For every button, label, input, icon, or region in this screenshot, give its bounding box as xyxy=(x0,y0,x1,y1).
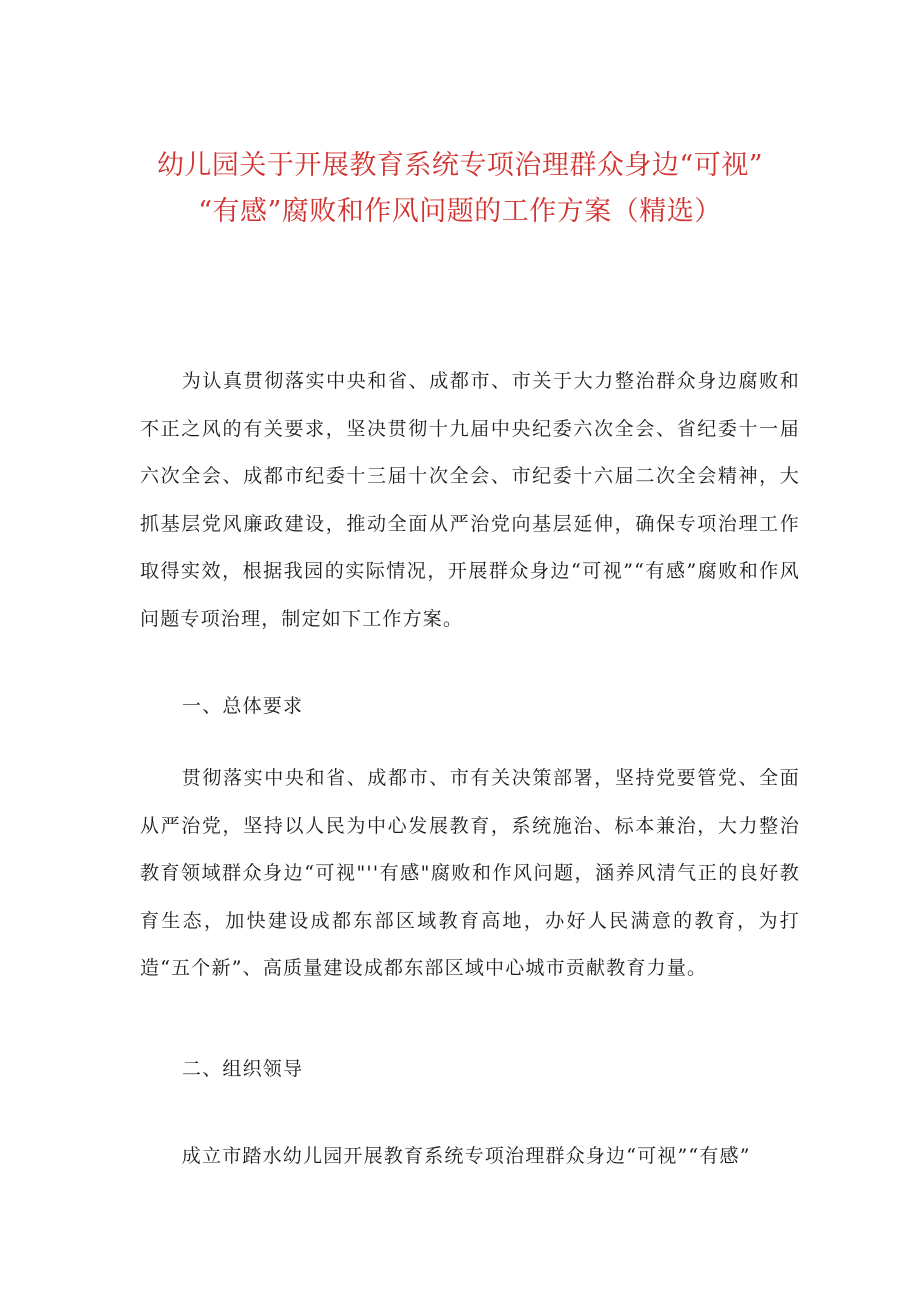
section-heading-organization-leadership: 二、组织领导 xyxy=(182,1058,304,1080)
general-requirements-paragraph: 贯彻落实中央和省、成都市、市有关决策部署，坚持党要管党、全面从严治党，坚持以人民为中心发展教育，系统施治、标本兼治，大力整治教育领域群众身边“可视"''有感"腐败和作风问题，涵养风清气正的良好教育生态，加快建设成都东部区域教育高地，办好人民满意的教育，为打造“五个新”、高质量建设成都东部区域中心城市贡献教育力量。 xyxy=(140,767,800,979)
organization-leadership-paragraph: 成立市踏水幼儿园开展教育系统专项治理群众身边“可视”“有感” xyxy=(181,1145,751,1167)
intro-paragraph: 为认真贯彻落实中央和省、成都市、市关于大力整治群众身边腐败和不正之风的有关要求，坚决贯彻十九届中央纪委六次全会、省纪委十一届六次全会、成都市纪委十三届十次全会、市纪委十六届二次全会精神，大抓基层党风廉政建设，推动全面从严治党向基层延伸，确保专项治理工作取得实效，根据我园的实际情况，开展群众身边“可视”“有感”腐败和作风问题专项治理，制定如下工作方案。 xyxy=(140,370,800,630)
document-title-line-2: “有感”腐败和作风问题的工作方案（精选） xyxy=(198,196,722,227)
document-title-line-1: 幼儿园关于开展教育系统专项治理群众身边“可视” xyxy=(156,150,764,181)
section-heading-general-requirements: 一、总体要求 xyxy=(182,695,304,717)
